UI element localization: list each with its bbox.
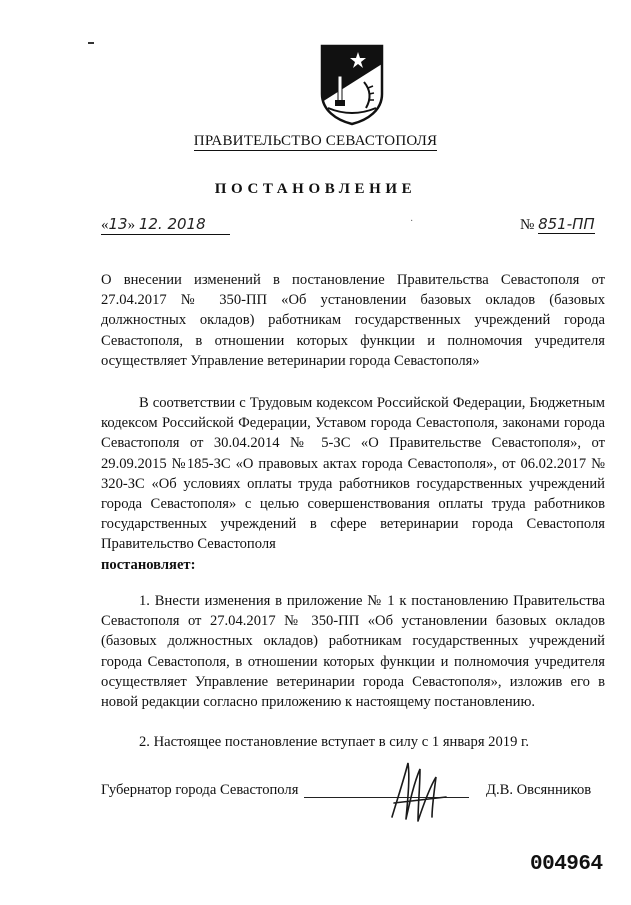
date-month-year: 12. 2018	[138, 215, 206, 233]
document-subject: О внесении изменений в постановление Правительства Севастополя от 27.04.2017 № 350-ПП «Об установлении базовых окладов (базовых должностных окладов) работникам государственных учреждений города Севастополя, в отношении которых функции и полномочия учредителя осуществляет Управление ветеринарии города Севастополя»	[101, 272, 605, 369]
date-close-quote: »	[127, 217, 136, 233]
resolve-word: постановляет:	[101, 556, 196, 573]
scan-dot: ·	[410, 216, 414, 227]
coat-of-arms-emblem	[318, 42, 386, 126]
date-open-quote: «	[101, 217, 109, 233]
preamble-paragraph	[101, 393, 605, 575]
scan-mark	[88, 42, 94, 44]
document-date	[101, 215, 230, 235]
handwritten-signature	[384, 757, 454, 825]
date-day: 13	[108, 215, 128, 233]
clause-2: 2. Настоящее постановление вступает в силу с 1 января 2019 г.	[139, 734, 529, 750]
signatory-name: Д.В. Овсянников	[486, 782, 592, 798]
number-prefix: №	[520, 217, 535, 233]
clause-1: 1. Внести изменения в приложение № 1 к постановлению Правительства Севастополя от 27.04.2017 № 350-ПП «Об установлении базовых окладов (базовых должностных окладов) работникам государственных учреждений города Севастополя, в отношении которых функции и полномочия учредителя осуществляет Управление ветеринарии города Севастополя», изложив его в новой редакции согласно приложению к настоящему постановлению.	[101, 593, 605, 711]
organization-title: ПРАВИТЕЛЬСТВО СЕВАСТОПОЛЯ	[193, 133, 438, 149]
preamble-text: В соответствии с Трудовым кодексом Российской Федерации, Бюджетным кодексом Российской Федерации, Уставом города Севастополя, законами города Севастополя от 30.04.2014 № 5-ЗС «О Правительстве Севастополя», от 29.09.2015 №185-ЗС «О правовых актах города Севастополя», от 06.02.2017 № 320-ЗС «Об условиях оплаты труда работников государственных учреждений города Севастополя» с целью совершенствования оплаты труда работников государственных учреждений в сфере ветеринарии города Севастополя Правительство Севастополя	[101, 395, 605, 553]
document-number	[520, 215, 595, 234]
signatory-position: Губернатор города Севастополя	[101, 782, 299, 798]
document-type-heading: ПОСТАНОВЛЕНИЕ	[214, 181, 417, 197]
number-value: 851-ПП	[538, 215, 595, 233]
form-serial-number: 004964	[530, 853, 603, 876]
